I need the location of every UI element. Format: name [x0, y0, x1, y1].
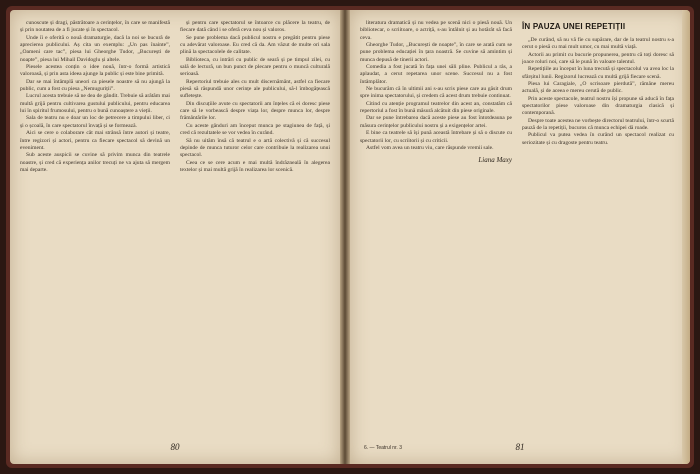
paragraph: Ceea ce se cere acum e mai multă îndrăzneală în alegerea textelor și mai multă grijă în realizarea lor scenică.: [180, 159, 330, 173]
paragraph: Citind cu atenție programul teatrelor din acest an, constatăm că repertoriul a fost în bună măsură alcătuit din piese originale.: [360, 100, 512, 115]
paragraph: Despre toate acestea ne vorbește directorul teatrului, într-o scurtă pauză de la repetiții, bucuros că munca echipei dă roade.: [522, 117, 674, 132]
paragraph: Lucrul acesta trebuie să ne dea de gândit. Trebuie să arătăm mai multă grijă pentru cultivarea gustului publicului, pentru educarea lui în spiritul frumosului, pentru o bună cunoaștere a vieții.: [20, 93, 170, 115]
right-page-columns: [360, 20, 674, 426]
paragraph: E bine ca teatrele să își pună această întrebare și să o discute cu spectatorii lor, cu scriitorii și cu criticii.: [360, 130, 512, 144]
paragraph: literatura dramatică și nu vedea pe scenă nici o piesă nouă. Un bibliotecar, o scriitoare, o actriță, s-au întâlnit și au hotărât să facă ceva.: [360, 20, 512, 41]
page-edge: [682, 10, 690, 464]
paragraph: Biblioteca, cu intrări cu public de seară și pe timpul zilei, cu sală de lectură, un bun punct de plecare pentru o muncă culturală serioasă.: [180, 56, 330, 78]
paragraph: Sub aceste auspicii se cuvine să privim munca din teatrele noastre, și cred că experiența anilor trecuți ne va ajuta să mergem mai departe.: [20, 152, 170, 173]
paragraph: „De curând, să nu vă fie cu supărare, dar de la teatrul nostru s-a cerut o piesă cu mai mult umor, cu mai multă viață.: [522, 37, 674, 51]
paragraph: Unde îi e oferită o nouă dramaturgie, dacă la noi se bucură de aprecierea publicului. Aș cita un exemplu: „Un pas înainte”, „Oameni care tac”, piesa lui Gheorghe Tudor, „București de noapte”, piesa lui Mihail Davidoglu și altele.: [20, 34, 170, 63]
left-column-two: [180, 20, 330, 426]
paragraph: Actorii au primit cu bucurie propunerea, pentru că toți doresc să joace roluri noi, care să le pună în valoare talentul.: [522, 51, 674, 66]
right-column-one: [360, 20, 512, 426]
paragraph: Prin aceste spectacole, teatrul nostru își propune să aducă în fața spectatorilor piese valoroase din dramaturgia clasică și contemporană.: [522, 95, 674, 117]
paragraph: Se pune problema dacă publicul nostru e pregătit pentru piese cu adevărat valoroase. Eu cred că da. Am văzut de multe ori sala plină la spectacolele de calitate.: [180, 34, 330, 56]
paragraph: Să nu uităm însă că teatrul e o artă colectivă și că succesul depinde de munca tuturor celor care contribuie la realizarea unui spectacol.: [180, 137, 330, 159]
paragraph: Piesa lui Caragiale, „O scrisoare pierdută”, rămâne mereu actuală, și de aceea e mereu cerută de public.: [522, 81, 674, 95]
paragraph: Astfel vom avea un teatru viu, care răspunde vremii sale.: [366, 144, 494, 151]
page-number-right: 81: [515, 442, 525, 452]
paragraph: Ne bucurăm că în ultimii ani s-au scris piese care au găsit drum spre inima spectatorului, și credem că acest drum trebuie continuat.: [360, 86, 512, 100]
book-gutter: [340, 10, 350, 464]
paragraph: Repetițiile au început în luna trecută și spectacolul va avea loc la sfârșitul lunii. Regizorul lucrează cu multă grijă fiecare scenă.: [522, 66, 674, 80]
paragraph: Publicul va putea vedea în curând un spectacol realizat cu seriozitate și cu dragoste pentru teatru.: [522, 132, 674, 146]
running-footer: 6. — Teatrul nr. 3: [364, 445, 402, 451]
right-page: [350, 10, 690, 464]
right-column-two: [522, 20, 674, 426]
paragraph: Comedia a fost jucată în fața unei săli pline. Publicul a râs, a aplaudat, a cerut repetarea unor scene. Succesul nu a fost întâmplător.: [360, 64, 512, 85]
left-page-columns: [20, 20, 330, 426]
left-page: [10, 10, 340, 464]
author-signature: Liana Maxy: [478, 156, 512, 165]
paragraph: Sala de teatru nu e doar un loc de petrecere a timpului liber, ci și o școală, în care spectatorul învață și se formează.: [20, 115, 170, 129]
section-title: ÎN PAUZA UNEI REPETIȚII: [522, 22, 626, 31]
paragraph: Dar se pune întrebarea dacă aceste piese au fost întotdeauna pe măsura cerințelor publicului nostru și a exigențelor artei.: [360, 115, 512, 129]
paragraph: cunoscute și dragi, păstrătoare a cerințelor, în care se manifestă și prin noutatea de a fi jucate și în spectacol.: [20, 20, 170, 34]
paragraph: Din discuțiile avute cu spectatorii am înțeles că ei doresc piese care să le vorbească despre viața lor, despre munca lor, despre frământările lor.: [180, 100, 330, 122]
paragraph: Aici se cere o colaborare cât mai strânsă între autori și teatre, între regizori și actori, pentru ca fiecare spectacol să devină un eveniment.: [20, 130, 170, 151]
open-book: [6, 6, 694, 468]
paragraph: Piesele acestea conțin o idee nouă, într-o formă artistică valoroasă, și prin asta ideea ajunge la public și este bine primită.: [20, 64, 170, 78]
paragraph: Dar se mai întâmplă uneori ca piesele noastre să nu ajungă la public, cum a fost cu piesa „Nemuguriții”.: [20, 78, 170, 93]
paragraph: Gheorghe Tudor, „București de noapte”, în care se arată cum se pune problema educației în țara noastră. Se cuvine să amintim și munca depusă de tinerii actori.: [360, 42, 512, 63]
paragraph: și pentru care spectatorul se întoarce cu plăcere la teatru, de fiecare dată când i se oferă ceva nou și valoros.: [180, 20, 330, 34]
paragraph: Repertoriul trebuie ales cu mult discernământ, astfel ca fiecare piesă să răspundă unor cerințe ale publicului, să-l îmbogățească sufletește.: [180, 78, 330, 100]
left-column-one: [20, 20, 170, 426]
page-number-left: 80: [170, 442, 180, 452]
paragraph: Cu aceste gânduri am început munca pe stagiunea de față, și cred că rezultatele se vor vedea în curând.: [180, 122, 330, 137]
